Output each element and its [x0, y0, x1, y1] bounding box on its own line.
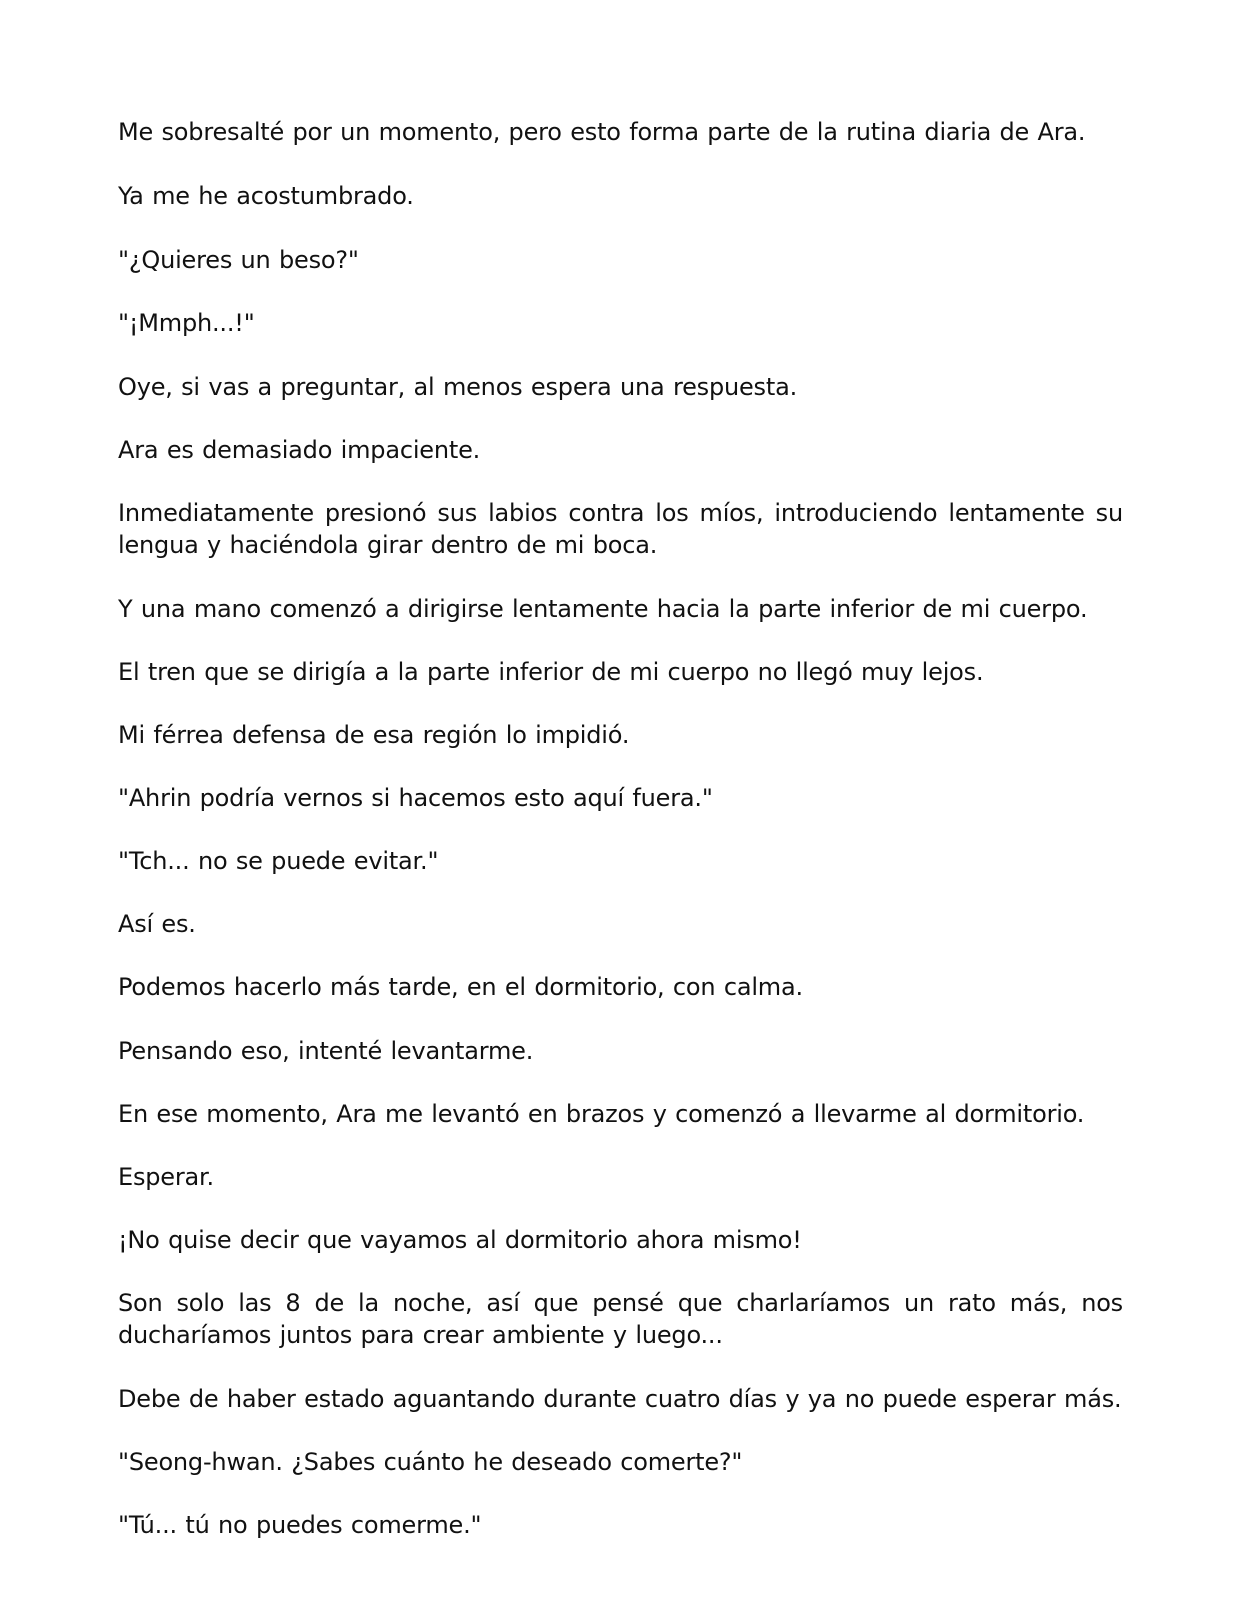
- paragraph-7: Inmediatamente presionó sus labios contra los míos, introduciendo lentamente su lengua y haciéndola girar dentro de mi boca.: [118, 499, 1123, 559]
- paragraph-3: "¿Quieres un beso?": [118, 246, 359, 274]
- paragraph-8: Y una mano comenzó a dirigirse lentamente hacia la parte inferior de mi cuerpo.: [118, 595, 1088, 623]
- paragraph-10: Mi férrea defensa de esa región lo impidió.: [118, 721, 630, 749]
- paragraph-5: Oye, si vas a preguntar, al menos espera una respuesta.: [118, 373, 798, 401]
- paragraph-14: Podemos hacerlo más tarde, en el dormitorio, con calma.: [118, 973, 803, 1001]
- paragraph-20: Debe de haber estado aguantando durante cuatro días y ya no puede esperar más.: [118, 1385, 1122, 1413]
- paragraph-1: Me sobresalté por un momento, pero esto forma parte de la rutina diaria de Ara.: [118, 118, 1086, 146]
- paragraph-6: Ara es demasiado impaciente.: [118, 436, 481, 464]
- paragraph-15: Pensando eso, intenté levantarme.: [118, 1037, 534, 1065]
- paragraph-2: Ya me he acostumbrado.: [118, 182, 414, 210]
- paragraph-18: ¡No quise decir que vayamos al dormitorio ahora mismo!: [118, 1226, 802, 1254]
- paragraph-17: Esperar.: [118, 1163, 214, 1191]
- paragraph-16: En ese momento, Ara me levantó en brazos y comenzó a llevarme al dormitorio.: [118, 1100, 1085, 1128]
- paragraph-4: "¡Mmph...!": [118, 309, 255, 337]
- paragraph-19: Son solo las 8 de la noche, así que pensé que charlaríamos un rato más, nos ducharíamos juntos para crear ambiente y luego...: [118, 1289, 1123, 1349]
- paragraph-9: El tren que se dirigía a la parte inferior de mi cuerpo no llegó muy lejos.: [118, 658, 984, 686]
- paragraph-13: Así es.: [118, 910, 196, 938]
- paragraph-12: "Tch... no se puede evitar.": [118, 847, 439, 875]
- paragraph-21: "Seong-hwan. ¿Sabes cuánto he deseado comerte?": [118, 1448, 743, 1476]
- paragraph-11: "Ahrin podría vernos si hacemos esto aquí fuera.": [118, 784, 713, 812]
- paragraph-22: "Tú... tú no puedes comerme.": [118, 1511, 482, 1539]
